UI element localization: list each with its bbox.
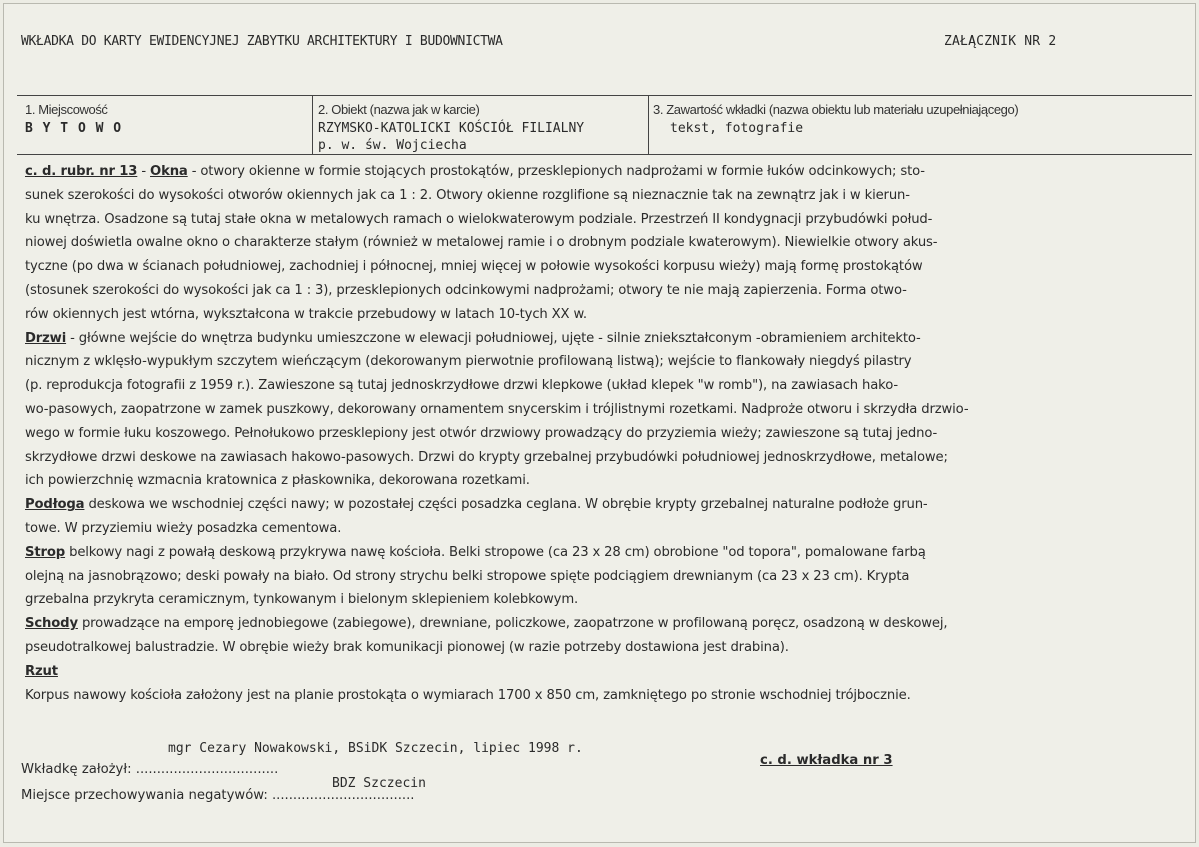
object-label: 2. Obiekt (nazwa jak w karcie) xyxy=(318,102,480,117)
divider-col-2 xyxy=(648,95,649,154)
section-reference: c. d. rubr. nr 13 xyxy=(25,164,138,179)
attachment-number: ZAŁĄCZNIK NR 2 xyxy=(944,34,1057,49)
text-line: ku wnętrza. Osadzone są tutaj stałe okna w metalowych ramach o wielokwaterowym podziale. Przestrzeń II kondygnacji przybudówki połud- xyxy=(25,211,933,227)
okna-line: c. d. rubr. nr 13 - Okna - otwory okienne w formie stojących prostokątów, przesklepionych nadprożami w formie łuków odcinkowych; sto- xyxy=(25,164,925,179)
text-line: skrzydłowe drzwi deskowe na zawiasach hakowo-pasowych. Drzwi do krypty grzebalnej przybudówki południowej jednoskrzydłowe, metalowe; xyxy=(25,449,948,465)
text-line: wego w formie łuku koszowego. Pełnołukowo przesklepiony jest otwór drzwiowy prowadzący do przyziemia wieży; zawieszone są tutaj jedno- xyxy=(25,425,938,441)
text-line: niowej doświetla owalne okno o charakterze stałym (również w metalowej ramie i o drobnym podziale kwaterowym). Niewielkie otwory akus- xyxy=(25,235,938,251)
section-heading-strop: Strop xyxy=(25,544,66,560)
place-label: 1. Miejscowość xyxy=(25,102,108,117)
rzut-line xyxy=(25,660,1185,684)
text-line: (stosunek szerokości do wysokości jak ca 1 : 3), przesklepionych odcinkowymi nadprożami; otwory te nie mają zapierzenia. Forma otwo- xyxy=(25,282,907,298)
object-value-line2: p. w. św. Wojciecha xyxy=(318,138,467,153)
section-heading-podloga: Podłoga xyxy=(25,497,85,513)
text-line: rów okiennych jest wtórna, wykształcona w trakcie przebudowy w latach 10-tych XX w. xyxy=(25,306,587,322)
content-label: 3. Zawartość wkładki (nazwa obiektu lub materiału uzupełniającego) xyxy=(653,102,1019,117)
content-value: tekst, fotografie xyxy=(670,121,804,136)
strop-line: Strop belkowy nagi z powałą deskową przykrywa nawę kościoła. Belki stropowe (ca 23 x 28 cm) obrobione "od topora", pomalowane farbą xyxy=(25,544,926,560)
podloga-line: Podłoga deskowa we wschodniej części nawy; w pozostałej części posadzka ceglana. W obrębie krypty grzebalnej naturalne podłoże grun- xyxy=(25,497,928,513)
object-value-line1: RZYMSKO-KATOLICKI KOŚCIÓŁ FILIALNY xyxy=(318,121,585,136)
storage-value: BDZ Szczecin xyxy=(332,776,426,791)
section-heading-drzwi: Drzwi xyxy=(25,330,67,346)
text-line: ich powierzchnię wzmacnia kratownica z płaskownika, dekorowana rozetkami. xyxy=(25,473,530,489)
section-heading-rzut: Rzut xyxy=(25,663,58,679)
author-label: Wkładkę założył: .................................. xyxy=(21,762,279,777)
text-line: tyczne (po dwa w ścianach południowej, zachodniej i północnej, mniej więcej w połowie wysokości korpusu wieży) mają formę prostokątów xyxy=(25,259,923,275)
divider-bottom xyxy=(17,154,1192,155)
text-line: (p. reprodukcja fotografii z 1959 r.). Zawieszone są tutaj jednoskrzydłowe drzwi klepkowe (układ klepek "w romb"), na zawiasach hako- xyxy=(25,378,898,394)
section-heading-okna: Okna xyxy=(150,164,188,179)
text-line: olejną na jasnobrązowo; deski powały na biało. Od strony strychu belki stropowe spięte podciągiem drewnianym (ca 23 x 23 cm). Krypta xyxy=(25,568,910,584)
drzwi-line: Drzwi - główne wejście do wnętrza budynku umieszczone w elewacji południowej, ujęte - silnie zniekształconym -obramieniem architekto- xyxy=(25,330,921,346)
place-value: B Y T O W O xyxy=(25,121,123,136)
storage-label: Miejsce przechowywania negatywów: .................................. xyxy=(21,788,415,803)
form-title: WKŁADKA DO KARTY EWIDENCYJNEJ ZABYTKU ARCHITEKTURY I BUDOWNICTWA xyxy=(21,34,503,49)
text-line: grzebalna przykryta ceramicznym, tynkowanym i bielonym sklepieniem kolebkowym. xyxy=(25,592,579,608)
text-line: Korpus nawowy kościoła założony jest na planie prostokąta o wymiarach 1700 x 850 cm, zamkniętego po stronie wschodniej trójbocznie. xyxy=(25,687,911,703)
divider-col-1 xyxy=(312,95,313,154)
text-line: pseudotralkowej balustradzie. W obrębie wieży brak komunikacji pionowej (w razie potrzeby dostawiona jest drabina). xyxy=(25,639,789,655)
section-heading-schody: Schody xyxy=(25,616,78,632)
text-line: towe. W przyziemiu wieży posadzka cementowa. xyxy=(25,520,342,536)
text-line: wo-pasowych, zaopatrzone w zamek puszkowy, dekorowany ornamentem snycerskim i trójlistnymi rozetkami. Nadproże otworu i skrzydła drzwio- xyxy=(25,401,969,417)
author-value: mgr Cezary Nowakowski, BSiDK Szczecin, lipiec 1998 r. xyxy=(168,741,583,756)
insert-reference: c. d. wkładka nr 3 xyxy=(760,753,893,768)
text-line: sunek szerokości do wysokości otworów okiennych jak ca 1 : 2. Otwory okienne rozglifione są nieznacznie tak na zewnątrz jak i w kierun- xyxy=(25,187,910,203)
schody-line: Schody prowadzące na emporę jednobiegowe (zabiegowe), drewniane, policzkowe, zaopatrzone w profilowaną poręcz, osadzoną w deskowej, xyxy=(25,616,948,632)
description-body xyxy=(25,160,1185,707)
divider-top xyxy=(17,95,1192,96)
text-line: nicznym z wklęsło-wypukłym szczytem wieńczącym (dekorowanym pierwotnie profilowaną listwą); wejście to flankowały niegdyś pilastry xyxy=(25,354,912,370)
